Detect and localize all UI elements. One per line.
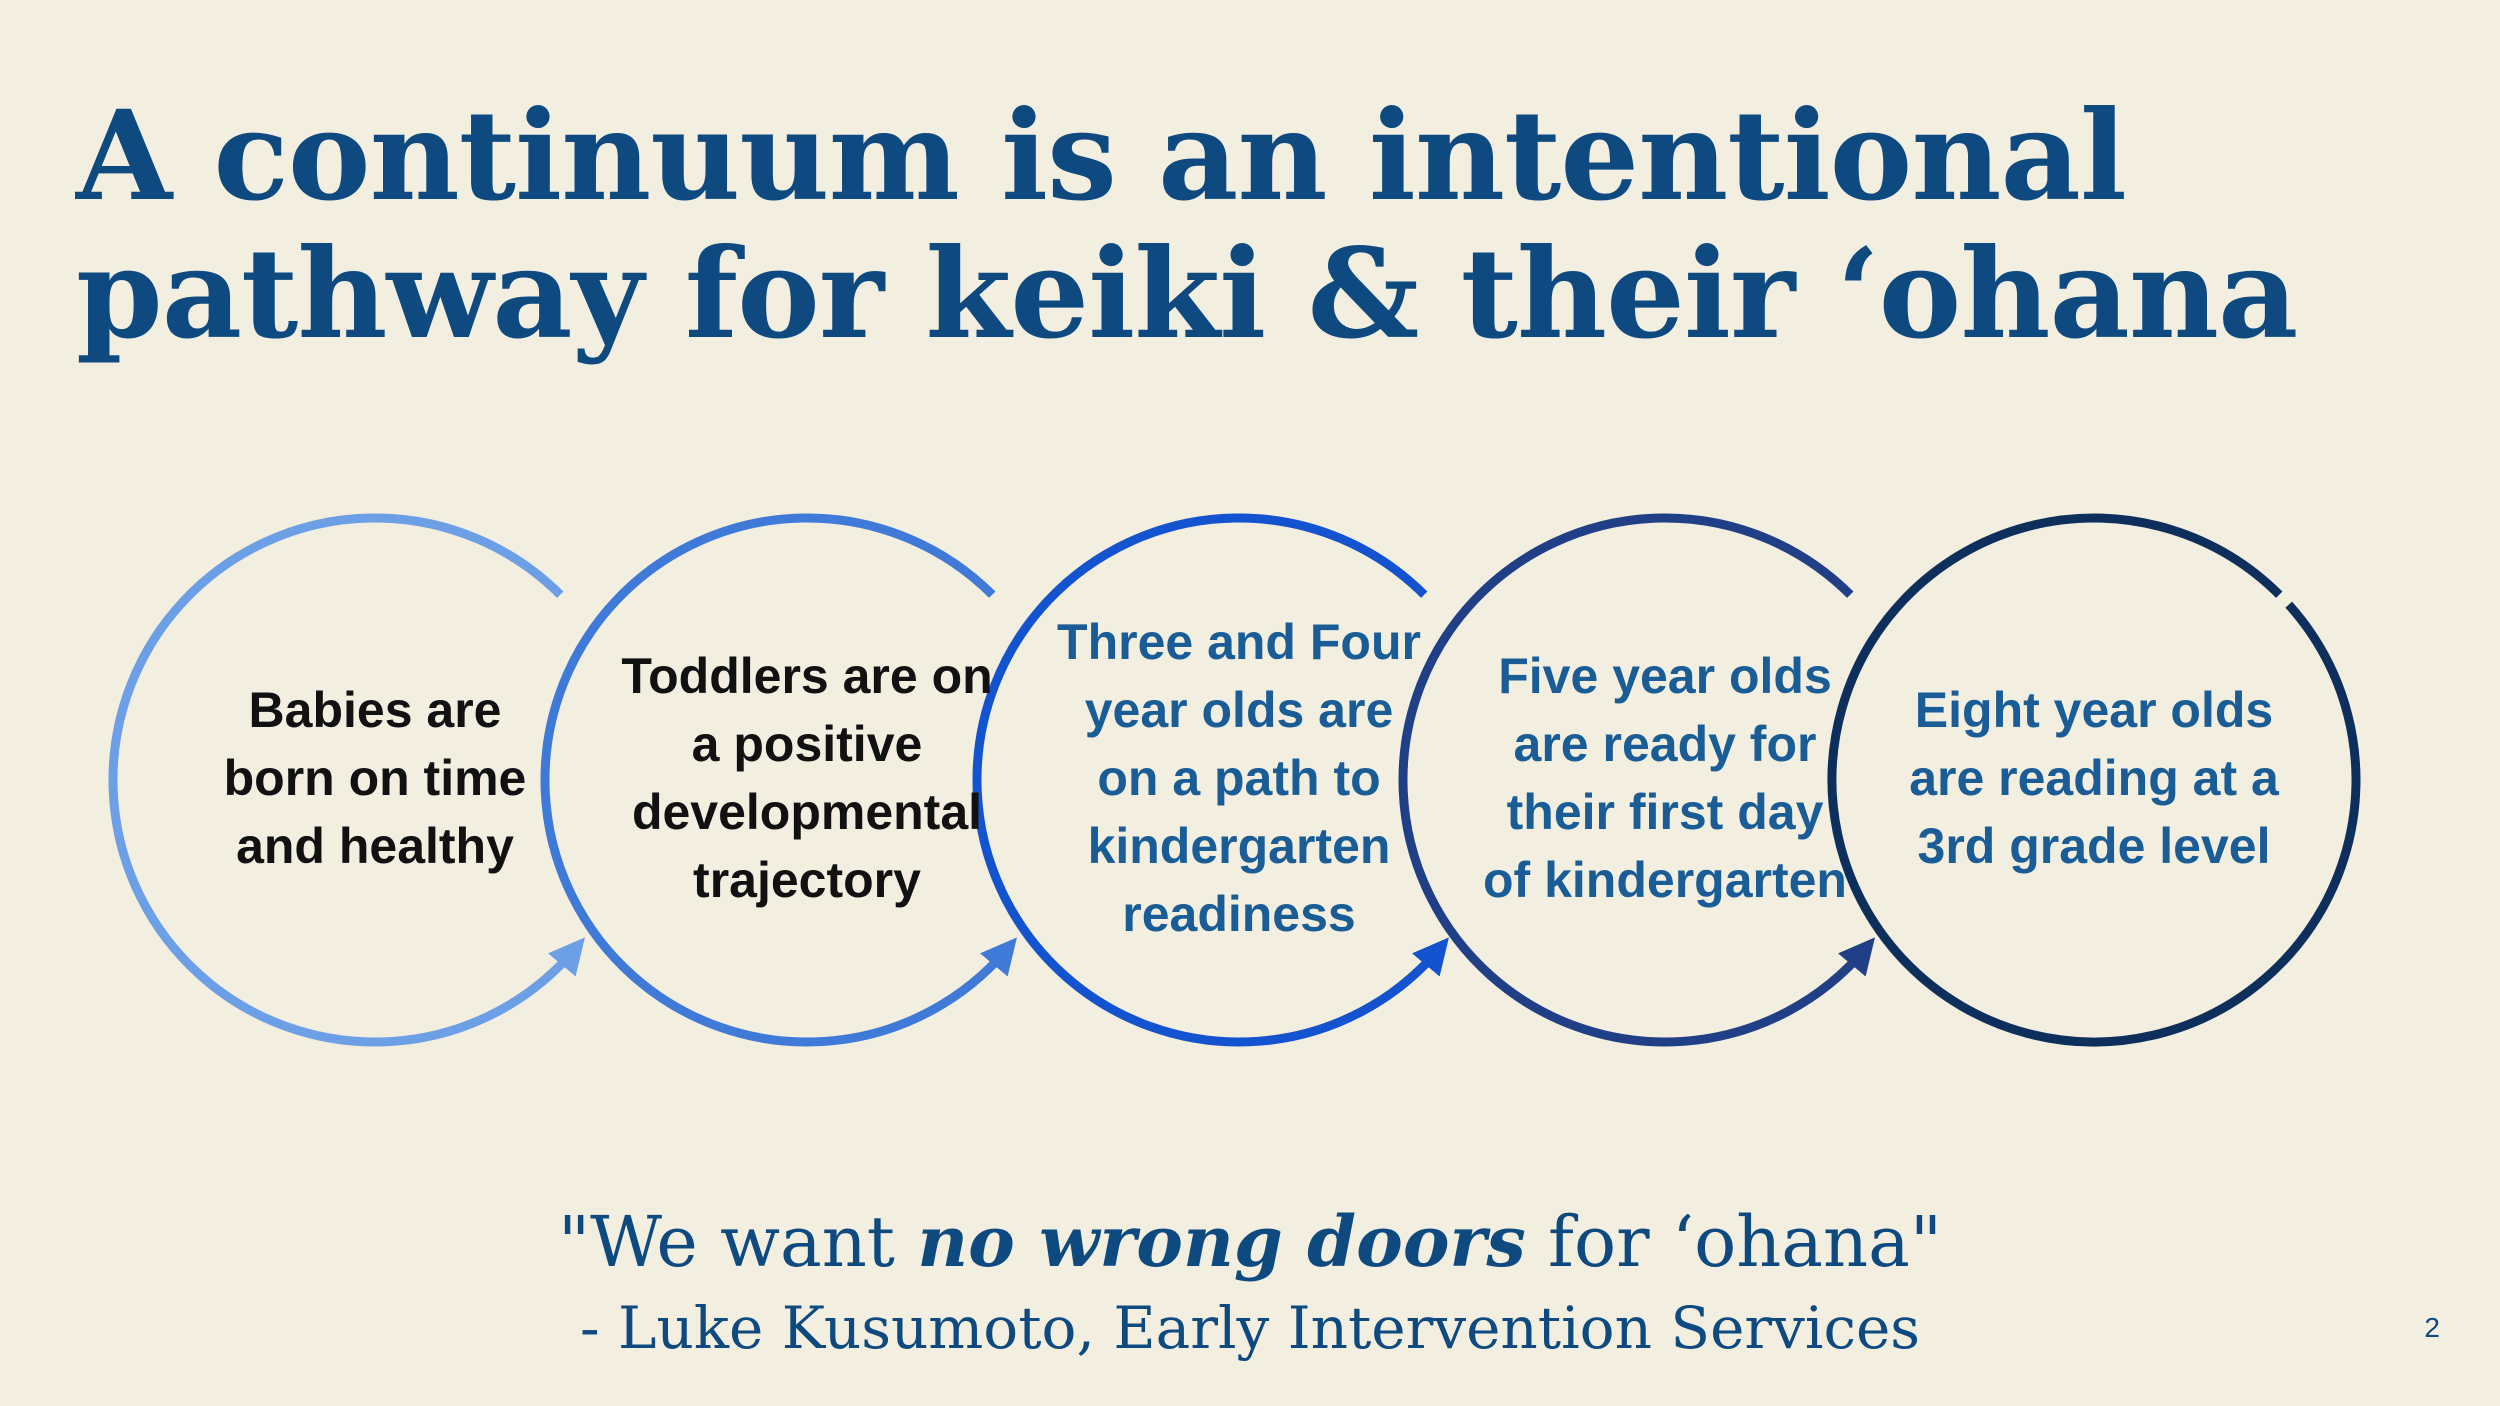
stage-4-line: are ready for: [1513, 716, 1817, 772]
stage-2-line: trajectory: [693, 852, 921, 908]
quote-close: for ‘ohana": [1525, 1201, 1943, 1283]
stage-4-line: their first day: [1506, 784, 1824, 840]
stage-2-line: a positive: [691, 716, 923, 772]
stage-1-line: and healthy: [236, 818, 514, 874]
stage-3-line: kindergarten: [1087, 818, 1391, 874]
stage-3-line: year olds are: [1084, 682, 1394, 738]
stage-1-text: [165, 676, 585, 880]
stage-1-line: born on time: [223, 750, 527, 806]
stage-3-line: readiness: [1122, 886, 1356, 942]
stage-3-line: Three and Four: [1057, 614, 1421, 670]
page-number: 2: [2424, 1312, 2440, 1343]
stage-3-line: on a path to: [1097, 750, 1381, 806]
stage-1-line: Babies are: [248, 682, 502, 738]
quote: [0, 1200, 2500, 1284]
quote-attribution: - Luke Kusumoto, Early Intervention Services: [579, 1294, 1921, 1362]
stage-5-line: Eight year olds: [1914, 682, 2274, 738]
stage-4-text: [1455, 642, 1875, 914]
stage-5-text: [1884, 676, 2304, 880]
stage-5-line: are reading at a: [1909, 750, 2279, 806]
stage-2-line: Toddlers are on: [621, 648, 993, 704]
quote-emphasis: no wrong doors: [917, 1200, 1526, 1283]
stage-4-line: of kindergarten: [1483, 852, 1847, 908]
stage-2-text: [597, 642, 1017, 914]
slide-title-line-1: A continuum is an intentional: [76, 84, 2126, 229]
quote-open: "We want: [557, 1201, 918, 1283]
stage-5-line: 3rd grade level: [1917, 818, 2271, 874]
slide-title-line-2: pathway for keiki & their ‘ohana: [76, 222, 2298, 367]
stage-4-line: Five year olds: [1498, 648, 1832, 704]
slide-title: [76, 84, 2376, 367]
stage-2-line: developmental: [631, 784, 983, 840]
stage-3-text: [1029, 608, 1449, 948]
